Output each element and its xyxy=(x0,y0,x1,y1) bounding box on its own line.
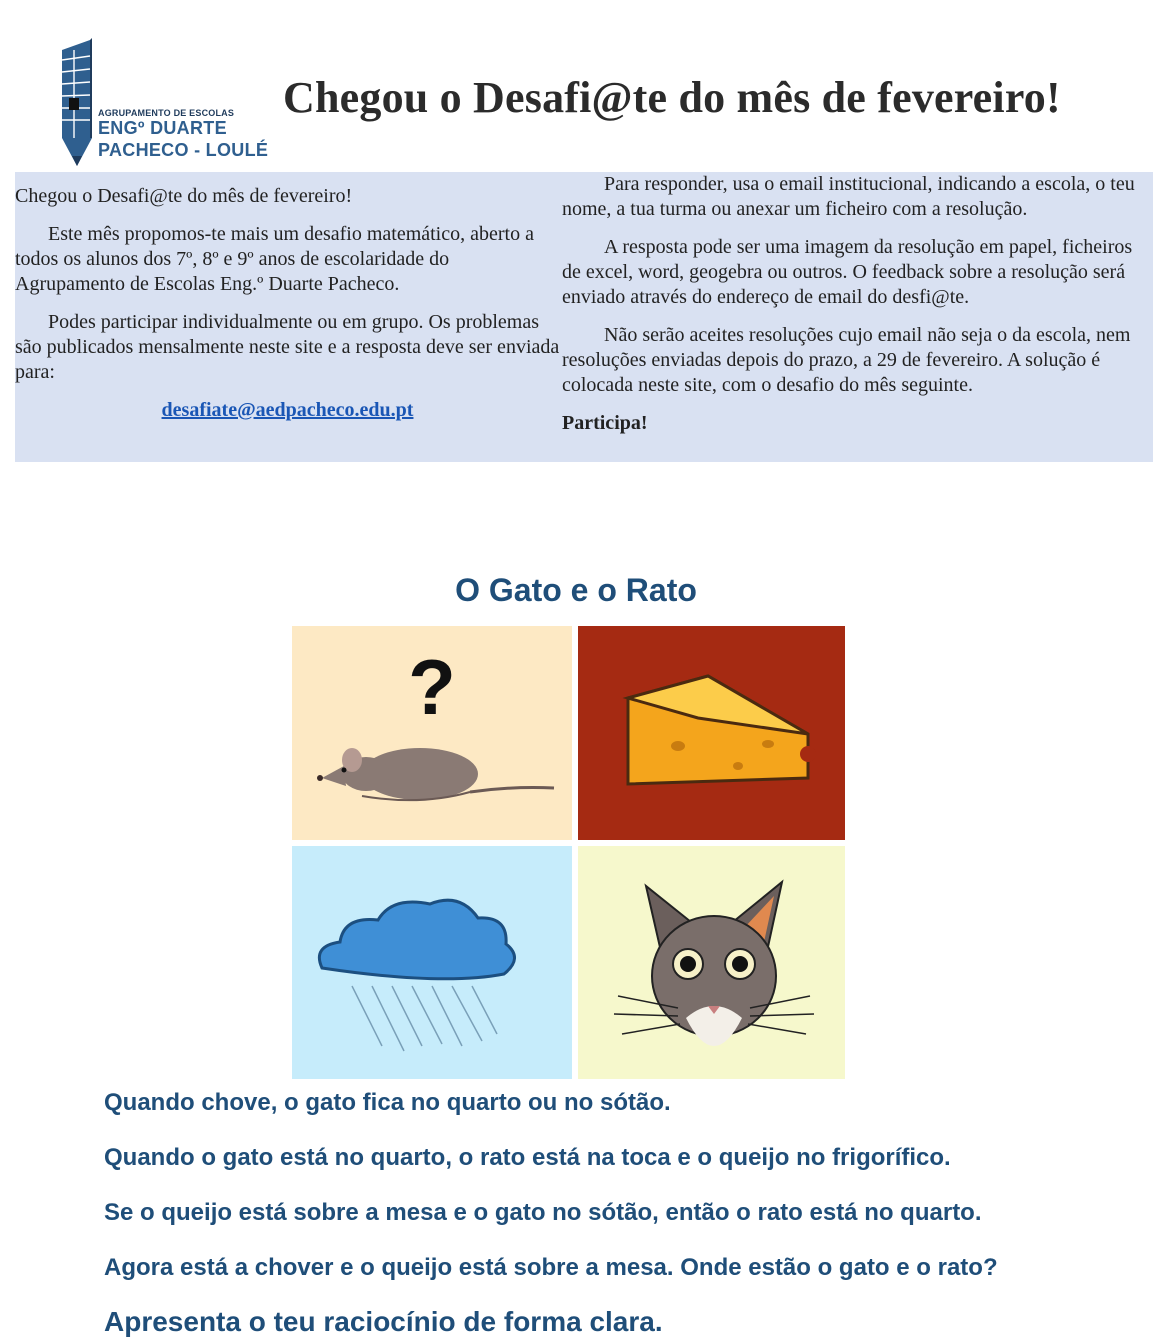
challenge-title: O Gato e o Rato xyxy=(455,572,697,608)
logo-text-line2: PACHECO - LOULÉ xyxy=(98,140,269,160)
email-line xyxy=(15,398,560,423)
intro-paragraph-1: Este mês propomos-te mais um desafio matemático, aberto a todos os alunos dos 7º, 8º e 9º anos de escolaridade do Agrupamento de Escolas Eng.º Duarte Pacheco. xyxy=(15,223,534,295)
cheese-tile xyxy=(578,626,845,840)
svg-text:?: ? xyxy=(408,643,456,731)
logo-text-agrupamento: AGRUPAMENTO DE ESCOLAS xyxy=(98,108,235,118)
email-link[interactable]: desafiate@aedpacheco.edu.pt xyxy=(161,399,414,421)
cat-tile xyxy=(578,846,845,1079)
rain-tile xyxy=(292,846,572,1079)
mouse-tile xyxy=(292,626,572,840)
intro-right-paragraph-1: Para responder, usa o email institucional, indicando a escola, o teu nome, a tua turma ou anexar um ficheiro com a resolução. xyxy=(562,173,1135,220)
rain-cloud-icon xyxy=(292,846,572,1079)
intro-box xyxy=(15,172,1153,462)
cat-face-icon xyxy=(578,846,845,1079)
page-title: Chegou o Desafi@te do mês de fevereiro! xyxy=(283,73,1061,122)
intro-right-paragraph-2: A resposta pode ser uma imagem da resolução em papel, ficheiros de excel, word, geogebra ou outros. O feedback sobre a resolução será enviado através do endereço de email do desfi@te. xyxy=(562,236,1133,308)
mouse-question-icon xyxy=(292,626,572,840)
statement-1: Quando chove, o gato fica no quarto ou no sótão. xyxy=(104,1089,671,1116)
statement-3: Se o queijo está sobre a mesa e o gato no sótão, então o rato está no quarto. xyxy=(104,1199,982,1226)
intro-heading: Chegou o Desafi@te do mês de fevereiro! xyxy=(15,185,353,207)
intro-right-paragraph-3: Não serão aceites resoluções cujo email não seja o da escola, nem resoluções enviadas depois do prazo, a 29 de fevereiro. A solução é colocada neste site, com o desafio do mês seguinte. xyxy=(562,324,1131,396)
challenge-illustration xyxy=(292,626,845,1079)
statement-2: Quando o gato está no quarto, o rato está na toca e o queijo no frigorífico. xyxy=(104,1144,951,1171)
intro-left-column xyxy=(15,184,560,436)
intro-right-column xyxy=(562,172,1147,449)
final-instruction: Apresenta o teu raciocínio de forma clara. xyxy=(104,1306,663,1337)
statement-4: Agora está a chover e o queijo está sobre a mesa. Onde estão o gato e o rato? xyxy=(104,1254,998,1281)
intro-paragraph-2: Podes participar individualmente ou em grupo. Os problemas são publicados mensalmente neste site e a resposta deve ser enviada para: xyxy=(15,311,560,383)
cheese-icon xyxy=(578,626,845,840)
challenge-statements xyxy=(104,1087,1144,1339)
closing-text: Participa! xyxy=(562,412,648,434)
logo-text-line1: ENGº DUARTE xyxy=(98,118,227,138)
